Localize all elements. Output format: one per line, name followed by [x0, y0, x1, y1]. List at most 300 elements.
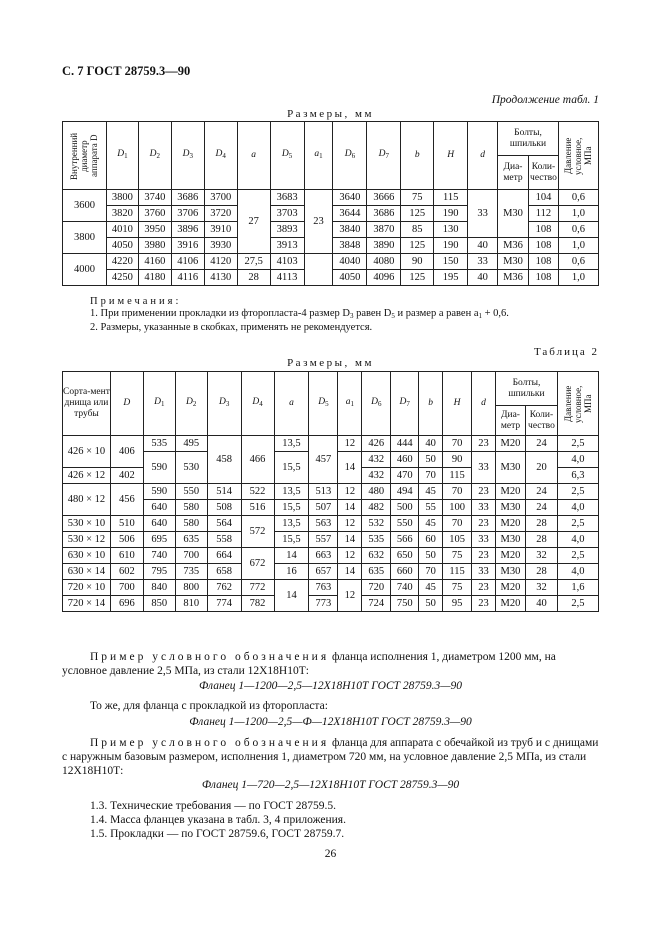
col-bolt-diameter: Диа-метр	[498, 156, 529, 190]
table-header-cell: Давление условное, МПа	[557, 372, 598, 436]
table-cell: 657	[309, 564, 338, 580]
table-cell: 840	[143, 580, 175, 596]
col-a1: $a_1$	[304, 122, 333, 190]
table-cell: 4220	[106, 254, 138, 270]
table-cell: 0,6	[558, 254, 598, 270]
table-row	[63, 436, 599, 452]
table-cell: 15,5	[274, 452, 309, 484]
table-cell: 700	[175, 548, 207, 564]
table-cell: 3706	[171, 206, 204, 222]
table-cell: 12	[338, 516, 362, 532]
table-cell: 3913	[270, 238, 304, 254]
table-cell: 13,5	[274, 484, 309, 500]
table-cell: 15,5	[274, 532, 309, 548]
table-cell: М30	[498, 254, 529, 270]
table-cell: 580	[175, 516, 207, 532]
table-cell: 33	[472, 500, 496, 516]
table-cell: 75	[443, 548, 472, 564]
table-cell: 33	[472, 532, 496, 548]
table-cell: 480 × 12	[63, 484, 111, 516]
table-cell: 3893	[270, 222, 304, 238]
table-row	[63, 580, 599, 596]
table-cell: 130	[434, 222, 468, 238]
table-cell: 3916	[171, 238, 204, 254]
table-header-cell: $D_5$	[309, 372, 338, 436]
table-cell: 3800	[63, 222, 107, 254]
table-cell: 632	[362, 548, 391, 564]
col-D5: $D_5$	[270, 122, 304, 190]
table-cell: 740	[143, 548, 175, 564]
item-1-3: 1.3. Технические требования — по ГОСТ 28759.5.	[90, 800, 336, 812]
table-cell: 426 × 10	[63, 436, 111, 468]
table-cell: 23	[472, 580, 496, 596]
table-cell: 40	[525, 596, 557, 612]
table-cell: 466	[241, 436, 274, 484]
table-header-row	[63, 122, 599, 156]
table-cell: 60	[419, 532, 443, 548]
item-1-4: 1.4. Масса фланцев указана в табл. 3, 4 приложения.	[90, 814, 346, 826]
table-cell: 0,6	[558, 190, 598, 206]
table-cell: 190	[434, 206, 468, 222]
table-cell: М30	[496, 452, 526, 484]
table-cell: 4080	[367, 254, 401, 270]
table-cell: 150	[434, 254, 468, 270]
table-cell: 4,0	[557, 452, 598, 468]
table-cell: М30	[496, 532, 526, 548]
table-row	[63, 500, 599, 516]
table-cell: 432	[362, 468, 391, 484]
table-cell: 4113	[270, 270, 304, 286]
table-cell: 24	[525, 436, 557, 452]
table-cell: 482	[362, 500, 391, 516]
table-cell: 45	[419, 580, 443, 596]
table-cell: 3800	[106, 190, 138, 206]
table-cell: 12	[338, 436, 362, 452]
col-H: H	[434, 122, 468, 190]
table-cell: 495	[175, 436, 207, 452]
table-cell: 4000	[63, 254, 107, 286]
table-cell: 640	[143, 500, 175, 516]
table-cell: 33	[468, 190, 498, 238]
table-cell: 70	[443, 484, 472, 500]
table-cell: 4120	[204, 254, 237, 270]
table-cell: 3870	[367, 222, 401, 238]
formula-2: Фланец 1—1200—2,5—Ф—12Х18Н10Т ГОСТ 28759.3—90	[189, 716, 472, 728]
table-cell: 640	[143, 516, 175, 532]
table-cell: 1,6	[557, 580, 598, 596]
table-cell: М20	[496, 596, 526, 612]
table-cell: 12	[338, 484, 362, 500]
table-cell: 650	[391, 548, 419, 564]
table-cell: 23	[304, 190, 333, 254]
table-cell: 40	[468, 238, 498, 254]
table-cell: М30	[496, 564, 526, 580]
table-cell: 480	[362, 484, 391, 500]
table-cell: 772	[241, 580, 274, 596]
table-cell: 190	[434, 238, 468, 254]
table-cell: 4040	[333, 254, 367, 270]
table-cell: 3640	[333, 190, 367, 206]
table-header-cell: H	[443, 372, 472, 436]
col-inner-diameter: Внутренний диаметр аппарата D	[63, 122, 107, 190]
table-cell: М36	[498, 270, 529, 286]
table-cell: 3720	[204, 206, 237, 222]
table-cell: 70	[419, 468, 443, 484]
table-cell: 4,0	[557, 500, 598, 516]
table-cell: 550	[175, 484, 207, 500]
table-cell: 40	[419, 436, 443, 452]
table-cell: 557	[309, 532, 338, 548]
table-cell: 522	[241, 484, 274, 500]
table-cell: 13,5	[274, 516, 309, 532]
table-cell: 500	[391, 500, 419, 516]
col-sortament: Сорта-мент днища или трубы	[63, 372, 111, 436]
table-cell: 672	[241, 548, 274, 580]
table-cell: 3840	[333, 222, 367, 238]
table-cell: 33	[472, 564, 496, 580]
table-cell: 530 × 12	[63, 532, 111, 548]
table-cell: 530 × 10	[63, 516, 111, 532]
table-cell: 115	[434, 190, 468, 206]
table-cell: 695	[143, 532, 175, 548]
table-cell: 75	[401, 190, 434, 206]
table-cell: 115	[443, 468, 472, 484]
table-cell: 3890	[367, 238, 401, 254]
table-cell: 4160	[138, 254, 171, 270]
table-row	[63, 516, 599, 532]
table-cell: 32	[525, 548, 557, 564]
col-d: d	[468, 122, 498, 190]
table-cell: 610	[110, 548, 143, 564]
table-continuation-label: Продолжение табл. 1	[491, 94, 599, 106]
table-header-cell: $D_2$	[175, 372, 207, 436]
table-cell: 14	[338, 500, 362, 516]
formula-3: Фланец 1—720—2,5—12Х18Н10Т ГОСТ 28759.3—90	[201, 779, 460, 791]
table-cell: 90	[443, 452, 472, 468]
table-cell: 14	[274, 548, 309, 564]
table-cell: 23	[472, 548, 496, 564]
table-cell: 24	[525, 500, 557, 516]
table-cell: 4050	[333, 270, 367, 286]
table-cell: 45	[419, 516, 443, 532]
table-cell: 4,0	[557, 532, 598, 548]
table-cell: 763	[309, 580, 338, 596]
table-cell: 460	[391, 452, 419, 468]
table-cell: 45	[419, 484, 443, 500]
table-cell: 1,0	[558, 238, 598, 254]
table-cell: 2,5	[557, 596, 598, 612]
table-header-cell: D	[110, 372, 143, 436]
table-cell: 444	[391, 436, 419, 452]
table-cell: 4106	[171, 254, 204, 270]
table-cell: 750	[391, 596, 419, 612]
table-cell: 663	[309, 548, 338, 564]
table-cell: 4103	[270, 254, 304, 270]
table-cell: 660	[391, 564, 419, 580]
example-1: Пример условного обозначения фланца исполнения 1, диаметром 1200 мм, на условное давление 2,5 МПа, из стали 12Х18Н10Т:	[62, 651, 556, 677]
col-pressure: Давление условное, МПа	[558, 122, 598, 190]
table-cell: 4116	[171, 270, 204, 286]
table-cell: 740	[391, 580, 419, 596]
table-cell: 602	[110, 564, 143, 580]
table-cell: 2,5	[557, 516, 598, 532]
table-cell: 720 × 10	[63, 580, 111, 596]
table-cell: 28	[525, 516, 557, 532]
table-cell: 28	[237, 270, 270, 286]
table-cell: 115	[443, 564, 472, 580]
table-cell: 70	[443, 436, 472, 452]
table-row	[63, 190, 599, 206]
table-cell: 108	[528, 222, 558, 238]
table-cell: 774	[207, 596, 241, 612]
table-cell: 23	[472, 596, 496, 612]
example-2: То же, для фланца с прокладкой из фторопласта:	[90, 700, 328, 712]
table-header-cell: $D_3$	[207, 372, 241, 436]
table-cell: 23	[472, 484, 496, 500]
table-cell: 27,5	[237, 254, 270, 270]
table-cell: 3644	[333, 206, 367, 222]
col-D7: $D_7$	[367, 122, 401, 190]
table-row	[63, 548, 599, 564]
table-cell: 508	[207, 500, 241, 516]
table-cell: 3848	[333, 238, 367, 254]
table-header-cell: Болты, шпильки	[496, 372, 558, 406]
table-cell: 125	[401, 270, 434, 286]
table-cell: 12	[338, 548, 362, 564]
table-cell: 4010	[106, 222, 138, 238]
table-cell: 14	[338, 452, 362, 484]
table-cell: 20	[525, 452, 557, 484]
table-cell: 14	[274, 580, 309, 612]
table-cell: М30	[498, 190, 529, 238]
table-cell: 3896	[171, 222, 204, 238]
table-cell: 564	[207, 516, 241, 532]
table-cell: 810	[175, 596, 207, 612]
table-cell: 6,3	[557, 468, 598, 484]
table2-label: Таблица 2	[533, 346, 599, 358]
table-cell: 4050	[106, 238, 138, 254]
table-row	[63, 596, 599, 612]
table-cell: 24	[525, 484, 557, 500]
table-cell: 2,5	[557, 484, 598, 500]
table2-caption: Размеры, мм	[287, 357, 374, 369]
table-cell: 563	[309, 516, 338, 532]
table-cell: 1,0	[558, 270, 598, 286]
table-header-cell: $D_4$	[241, 372, 274, 436]
table-cell: 558	[207, 532, 241, 548]
table-cell: 590	[143, 452, 175, 484]
table-cell	[304, 254, 333, 286]
table-cell: М30	[496, 500, 526, 516]
table-cell: 735	[175, 564, 207, 580]
table-cell: 535	[143, 436, 175, 452]
table-cell: 720 × 14	[63, 596, 111, 612]
table-header-cell: d	[472, 372, 496, 436]
table-header-cell: a	[274, 372, 309, 436]
table-cell: 75	[443, 580, 472, 596]
table-cell: 95	[443, 596, 472, 612]
table-cell: 3666	[367, 190, 401, 206]
table-cell: 700	[110, 580, 143, 596]
table-header-row	[63, 372, 599, 406]
table-cell: 100	[443, 500, 472, 516]
table-cell: 13,5	[274, 436, 309, 452]
table-cell: 3760	[138, 206, 171, 222]
table-header-cell: $a_1$	[338, 372, 362, 436]
table-cell: 15,5	[274, 500, 309, 516]
table-header-cell: Коли-чество	[525, 406, 557, 436]
table-cell: 27	[237, 190, 270, 254]
table-cell: 3686	[171, 190, 204, 206]
col-D1: $D_1$	[106, 122, 138, 190]
table-cell: 535	[362, 532, 391, 548]
table-cell: 800	[175, 580, 207, 596]
table-cell: 4130	[204, 270, 237, 286]
table-cell: 572	[241, 516, 274, 548]
table-cell: 4096	[367, 270, 401, 286]
table-cell: 108	[528, 270, 558, 286]
table-cell: 195	[434, 270, 468, 286]
table-cell: 23	[472, 436, 496, 452]
table-cell: М20	[496, 516, 526, 532]
table-cell: 513	[309, 484, 338, 500]
table-cell: 2,5	[557, 436, 598, 452]
table-header-cell: $D_6$	[362, 372, 391, 436]
col-D3: $D_3$	[171, 122, 204, 190]
table-cell: 470	[391, 468, 419, 484]
table-row	[63, 564, 599, 580]
formula-1: Фланец 1—1200—2,5—12Х18Н10Т ГОСТ 28759.3—90	[198, 680, 463, 692]
table-cell: 3930	[204, 238, 237, 254]
table-cell: 12	[338, 580, 362, 612]
table-cell: 3683	[270, 190, 304, 206]
table-cell: М20	[496, 580, 526, 596]
table-cell: 16	[274, 564, 309, 580]
table-cell: 14	[338, 564, 362, 580]
table-cell: 514	[207, 484, 241, 500]
table-cell: 40	[468, 270, 498, 286]
table-cell: 696	[110, 596, 143, 612]
table-cell: 658	[207, 564, 241, 580]
table-cell: 55	[419, 500, 443, 516]
table-cell: 432	[362, 452, 391, 468]
table-cell: 782	[241, 596, 274, 612]
table-header-cell: Диа-метр	[496, 406, 526, 436]
col-D2: $D_2$	[138, 122, 171, 190]
table-cell: 630 × 10	[63, 548, 111, 564]
table-cell: 4180	[138, 270, 171, 286]
table-cell: 458	[207, 436, 241, 484]
table-cell: 3740	[138, 190, 171, 206]
table-cell: 125	[401, 238, 434, 254]
table-cell: 104	[528, 190, 558, 206]
table1-caption: Размеры, мм	[287, 108, 374, 120]
col-b: b	[401, 122, 434, 190]
table-cell: М20	[496, 436, 526, 452]
table-cell: 426 × 12	[63, 468, 111, 484]
table-row	[63, 254, 599, 270]
table-cell: 580	[175, 500, 207, 516]
table-cell: 105	[443, 532, 472, 548]
table-cell: 550	[391, 516, 419, 532]
table-cell: 510	[110, 516, 143, 532]
table-cell: 494	[391, 484, 419, 500]
table-cell: 532	[362, 516, 391, 532]
table-header-cell: $D_7$	[391, 372, 419, 436]
table-cell: 516	[241, 500, 274, 516]
table-cell: 108	[528, 238, 558, 254]
table-cell: 3600	[63, 190, 107, 222]
table-row	[63, 532, 599, 548]
table-cell: 28	[525, 532, 557, 548]
col-D6: $D_6$	[333, 122, 367, 190]
table-cell: 3700	[204, 190, 237, 206]
table-2	[62, 371, 599, 612]
table-cell: 762	[207, 580, 241, 596]
page-number: 26	[324, 848, 337, 860]
table-cell: 4250	[106, 270, 138, 286]
table-cell: 3820	[106, 206, 138, 222]
table-cell: 33	[472, 452, 496, 484]
table-cell: М20	[496, 484, 526, 500]
table-row	[63, 484, 599, 500]
table-cell: 664	[207, 548, 241, 564]
table-cell: 0,6	[558, 222, 598, 238]
item-1-5: 1.5. Прокладки — по ГОСТ 28759.6, ГОСТ 28759.7.	[90, 828, 345, 840]
table-header-cell: b	[419, 372, 443, 436]
table-cell: 3980	[138, 238, 171, 254]
table-cell: 773	[309, 596, 338, 612]
table-cell: 28	[525, 564, 557, 580]
table-cell: 14	[338, 532, 362, 548]
table-cell: 125	[401, 206, 434, 222]
table-cell: 3703	[270, 206, 304, 222]
table-cell: 530	[175, 452, 207, 484]
page-header: С. 7 ГОСТ 28759.3—90	[62, 64, 191, 78]
table-cell: 70	[443, 516, 472, 532]
table-cell: 1,0	[558, 206, 598, 222]
table-cell: М36	[498, 238, 529, 254]
col-bolts: Болты, шпильки	[498, 122, 559, 156]
table-cell: 32	[525, 580, 557, 596]
table-cell: 33	[468, 254, 498, 270]
table-cell: 70	[419, 564, 443, 580]
table-cell: 506	[110, 532, 143, 548]
table-cell: 457	[309, 436, 338, 484]
table-cell: 112	[528, 206, 558, 222]
table-cell: 50	[419, 596, 443, 612]
notes: Примечания: 1. При применении прокладки из фторопласта-4 размер $D_3$ равен $D_5$ и размер a равен $a_1 + 0,6$. 2. Размеры, указанные в скобках, применять не рекомендуется.	[90, 296, 509, 333]
table-1	[62, 121, 599, 286]
table-cell: 3910	[204, 222, 237, 238]
col-a: a	[237, 122, 270, 190]
table-cell: М20	[496, 548, 526, 564]
table-cell: 2,5	[557, 548, 598, 564]
table-cell: 3950	[138, 222, 171, 238]
table-cell: 23	[472, 516, 496, 532]
table-cell: 720	[362, 580, 391, 596]
table-header-cell: $D_1$	[143, 372, 175, 436]
table-cell: 590	[143, 484, 175, 500]
table-cell: 795	[143, 564, 175, 580]
table-cell: 3686	[367, 206, 401, 222]
col-D4: $D_4$	[204, 122, 237, 190]
table-cell: 4,0	[557, 564, 598, 580]
example-3: Пример условного обозначения фланца для аппарата с обечайкой из труб и с днищами с наружным базовым размером, исполнения 1, диаметром 720 мм, на условное давление 2,5 МПа, из стали 12Х18Н10Т:	[62, 737, 599, 777]
table-cell: 635	[175, 532, 207, 548]
table-cell: 426	[362, 436, 391, 452]
table-cell: 566	[391, 532, 419, 548]
